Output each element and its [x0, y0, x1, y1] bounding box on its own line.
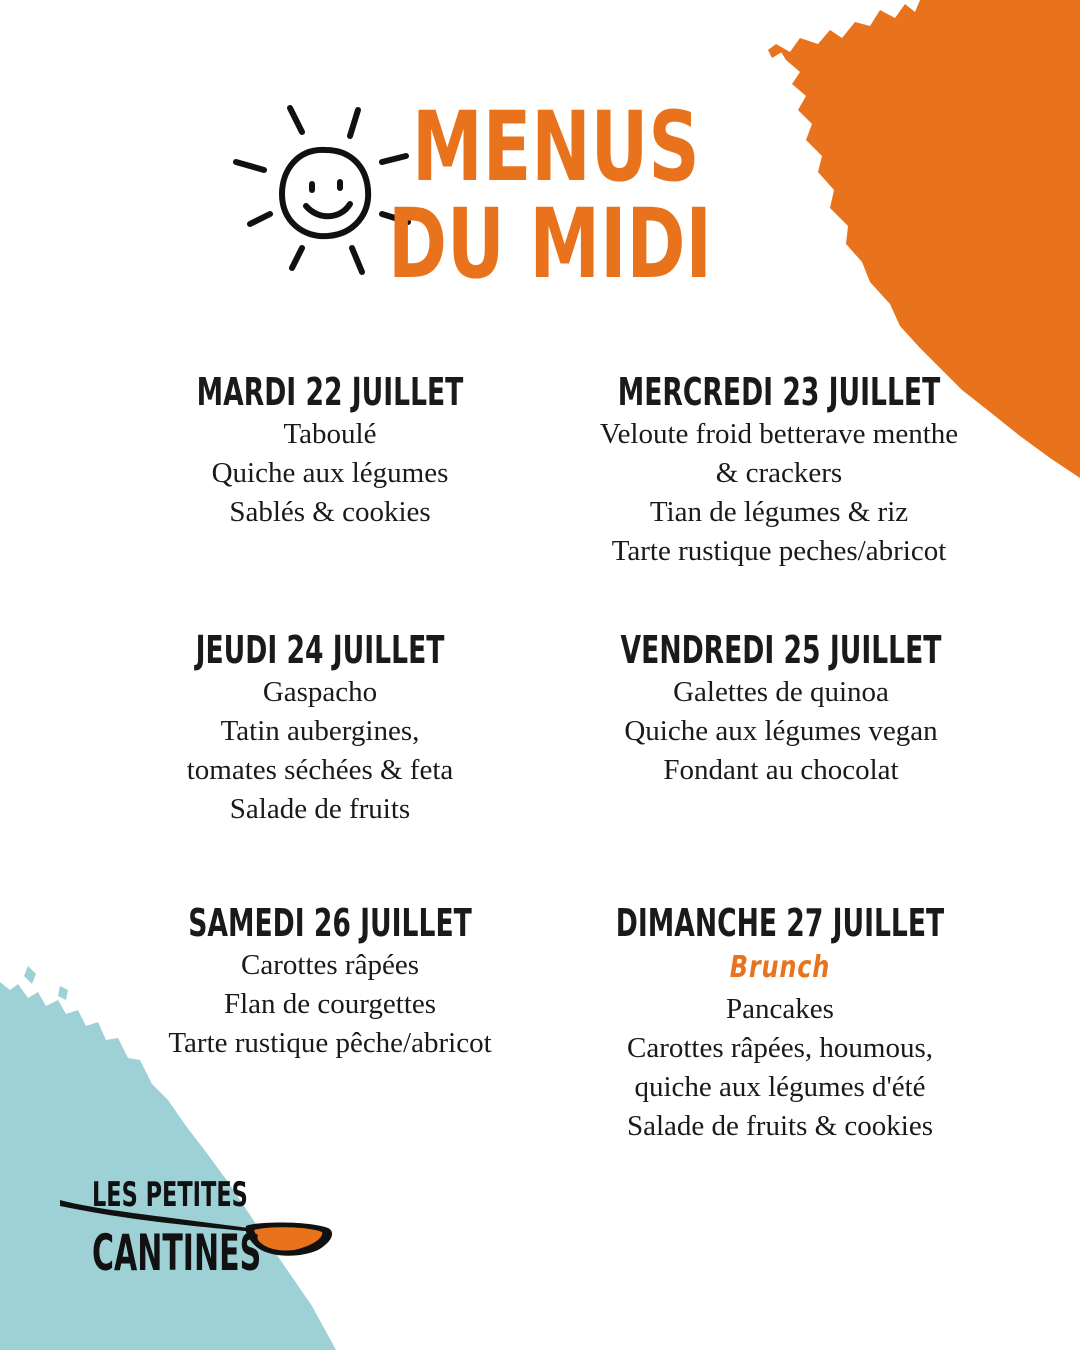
brand-logo: [56, 1176, 346, 1286]
dish-item: Flan de courgettes: [223, 988, 437, 1020]
orange-brush-fleck: [768, 44, 782, 58]
dish-item: Gaspacho: [262, 676, 378, 708]
dish-item: Quiche aux légumes: [211, 457, 449, 489]
day-menu-friday: [552, 628, 1010, 790]
dish-item: Carottes râpées, houmous,: [626, 1032, 934, 1064]
teal-brush-fleck: [24, 966, 36, 984]
page-title-line-2: DU MIDI: [388, 188, 712, 300]
day-menu-saturday: [127, 901, 532, 1063]
day-heading: MERCREDI 23 JUILLET: [617, 370, 941, 414]
dish-item: Quiche aux légumes vegan: [624, 715, 938, 747]
dish-item: quiche aux légumes d'été: [634, 1071, 926, 1103]
dish-item: Carottes râpées: [241, 949, 419, 981]
dish-item: Pancakes: [726, 993, 834, 1025]
logo-text-line-1: LES PETITES: [92, 1175, 248, 1215]
brunch-subtitle: Brunch: [729, 950, 831, 985]
day-heading: JEUDI 24 JUILLET: [195, 628, 445, 672]
dish-item: tomates séchées & feta: [186, 754, 454, 786]
day-heading: MARDI 22 JUILLET: [196, 370, 464, 414]
dish-item: Salade de fruits: [229, 793, 411, 825]
day-menu-sunday: [545, 901, 1014, 1146]
dish-item: Tatin aubergines,: [220, 715, 420, 747]
day-heading: DIMANCHE 27 JUILLET: [615, 901, 945, 945]
dish-item: Fondant au chocolat: [663, 754, 899, 786]
dish-item: Galettes de quinoa: [673, 676, 889, 708]
dish-item: Tian de légumes & riz: [649, 496, 909, 528]
dish-item: Taboulé: [283, 418, 377, 450]
dish-item: & crackers: [715, 457, 843, 489]
dish-item: Tarte rustique peches/abricot: [611, 535, 947, 567]
day-menu-tuesday: [140, 370, 521, 532]
day-heading: SAMEDI 26 JUILLET: [188, 901, 472, 945]
dish-item: Tarte rustique pêche/abricot: [168, 1027, 492, 1059]
page-title-line-1: MENUS: [412, 91, 700, 203]
dish-item: Veloute froid betterave menthe: [599, 418, 959, 450]
day-heading: VENDREDI 25 JUILLET: [620, 628, 942, 672]
logo-text-line-2: CANTINES: [92, 1224, 262, 1282]
day-menu-thursday: [142, 628, 497, 829]
day-menu-wednesday: [549, 370, 1010, 571]
teal-brush-fleck: [58, 986, 68, 1000]
dish-item: Salade de fruits & cookies: [626, 1110, 934, 1142]
dish-item: Sablés & cookies: [229, 496, 431, 528]
